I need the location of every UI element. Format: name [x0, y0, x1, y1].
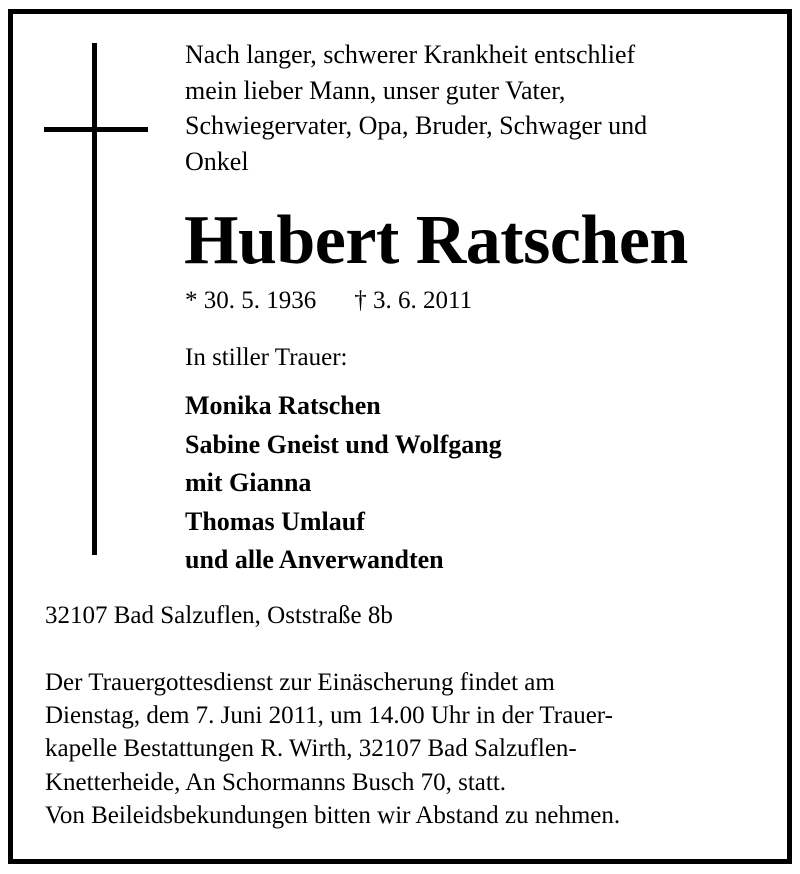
- mourner: mit Gianna: [185, 468, 312, 497]
- intro-line: Schwiegervater, Opa, Bruder, Schwager und: [185, 111, 648, 140]
- service-line: Knetterheide, An Schormanns Busch 70, statt.: [45, 768, 507, 796]
- service-line: Von Beileidsbekundungen bitten wir Abstand zu nehmen.: [45, 801, 621, 829]
- birth-date: * 30. 5. 1936: [185, 287, 317, 314]
- death-date: † 3. 6. 2011: [354, 287, 473, 314]
- intro-line: mein lieber Mann, unser guter Vater,: [185, 75, 566, 105]
- mourning-label: In stiller Trauer:: [185, 344, 348, 371]
- deceased-name: Hubert Ratschen: [184, 202, 688, 279]
- service-notice: [45, 666, 620, 832]
- life-dates: [185, 286, 472, 316]
- mourners-list: [185, 387, 502, 580]
- intro-line: Onkel: [185, 146, 249, 176]
- mourner: Monika Ratschen: [185, 391, 381, 420]
- mourner: Sabine Gneist und Wolfgang: [185, 429, 502, 459]
- address: 32107 Bad Salzuflen, Oststraße 8b: [45, 602, 393, 629]
- cross-horizontal-bar: [44, 127, 148, 132]
- mourner: und alle Anverwandten: [185, 545, 444, 574]
- cross-vertical-bar: [92, 43, 97, 555]
- service-line: kapelle Bestattungen R. Wirth, 32107 Bad Salzuflen-: [45, 735, 577, 763]
- intro-line: Nach langer, schwerer Krankheit entschlief: [185, 40, 636, 69]
- mourner: Thomas Umlauf: [185, 506, 365, 536]
- service-line: Dienstag, dem 7. Juni 2011, um 14.00 Uhr in der Trauer-: [45, 702, 613, 730]
- intro-text: [185, 37, 765, 179]
- service-line: Der Trauergottesdienst zur Einäscherung findet am: [45, 669, 555, 696]
